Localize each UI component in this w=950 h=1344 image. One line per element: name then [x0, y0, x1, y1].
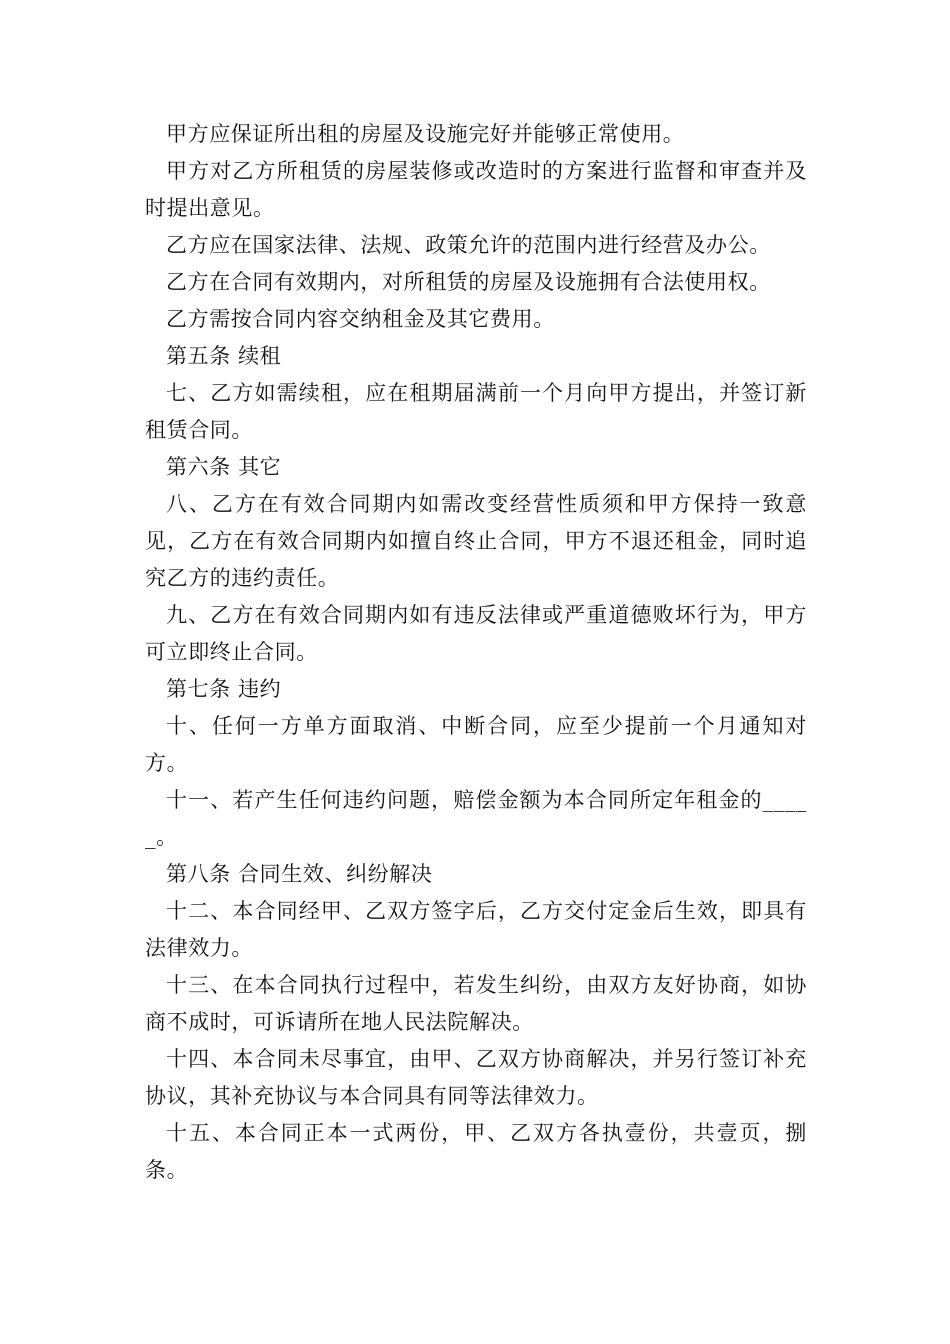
section-heading: 第七条 违约	[166, 677, 282, 701]
paragraph: 乙方在合同有效期内，对所租赁的房屋及设施拥有合法使用权。	[166, 270, 771, 294]
paragraph: 九、乙方在有效合同期内如有违反法律或严重道德败坏行为，甲方可立即终止合同。	[145, 603, 807, 664]
paragraph: 十一、若产生任何违约问题，赔偿金额为本合同所定年租金的_____。	[145, 788, 807, 849]
paragraph: 十、任何一方单方面取消、中断合同，应至少提前一个月通知对方。	[145, 714, 807, 775]
paragraph: 乙方需按合同内容交纳租金及其它费用。	[166, 307, 555, 331]
paragraph: 甲方应保证所出租的房屋及设施完好并能够正常使用。	[166, 122, 685, 146]
paragraph: 甲方对乙方所租赁的房屋装修或改造时的方案进行监督和审查并及时提出意见。	[145, 159, 807, 220]
paragraph: 十四、本合同未尽事宜，由甲、乙双方协商解决，并另行签订补充协议，其补充协议与本合同具有同等法律效力。	[145, 1047, 807, 1108]
section-heading: 第八条 合同生效、纠纷解决	[166, 862, 433, 886]
document-body	[145, 116, 807, 1189]
paragraph: 十三、在本合同执行过程中，若发生纠纷，由双方友好协商，如协商不成时，可诉请所在地人民法院解决。	[145, 973, 807, 1034]
paragraph: 十五、本合同正本一式两份，甲、乙双方各执壹份，共壹页，捌条。	[145, 1121, 807, 1182]
paragraph: 七、乙方如需续租，应在租期届满前一个月向甲方提出，并签订新租赁合同。	[145, 381, 807, 442]
paragraph: 十二、本合同经甲、乙双方签字后，乙方交付定金后生效，即具有法律效力。	[145, 899, 807, 960]
paragraph: 八、乙方在有效合同期内如需改变经营性质须和甲方保持一致意见，乙方在有效合同期内如擅自终止合同，甲方不退还租金，同时追究乙方的违约责任。	[145, 492, 807, 590]
section-heading: 第六条 其它	[166, 455, 282, 479]
paragraph: 乙方应在国家法律、法规、政策允许的范围内进行经营及办公。	[166, 233, 771, 257]
section-heading: 第五条 续租	[166, 344, 282, 368]
